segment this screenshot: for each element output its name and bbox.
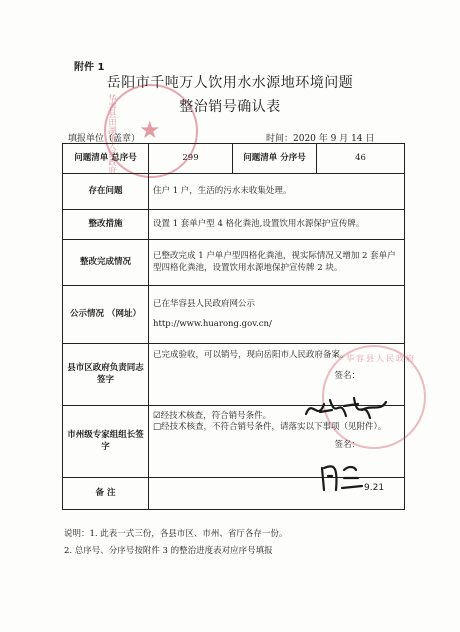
- sub-no-value: 46: [317, 144, 405, 174]
- county-sign-label-text: 签名：: [334, 371, 360, 382]
- publicity-url: http://www.huarong.gov.cn/: [153, 318, 272, 329]
- county-sign-label: 县市区政府负责同志签字: [63, 344, 149, 406]
- fill-unit-label: 填报单位（盖章）: [68, 134, 141, 144]
- table-row: [63, 210, 405, 240]
- status-value: 已整改完成 1 户单户型四格化粪池，视实际情况又增加 2 套单户型四格化粪池，设置饮用水源地保护宣传牌 2 块。: [149, 240, 405, 286]
- publicity-label: 公示情况 （网址）: [63, 286, 149, 344]
- city-option-noncompliant: □经技术核查，不符合销号条件，请落实以下事项（见附件）。: [153, 422, 387, 433]
- city-sign-date: 9.21: [364, 483, 384, 493]
- seal-right-text: 华容县人民政府: [346, 354, 416, 363]
- table-row: [63, 286, 405, 344]
- note-line-1: 说明：1. 此表一式三份，各县市区、市州、省厅各存一份。: [64, 529, 288, 539]
- publicity-value: [149, 286, 405, 344]
- status-label: 整改完成情况: [63, 240, 149, 286]
- total-no-label: 问题清单 总序号: [63, 144, 149, 174]
- measures-value: 设置 1 套单户型 4 格化粪池,设置饮用水源保护宣传牌。: [149, 210, 405, 240]
- attachment-label: 附件 1: [74, 62, 105, 73]
- seal-left-text: 华容县田湖镇人民政府: [108, 94, 117, 174]
- note-line-2: 2. 总序号、分序号按附件 3 的整治进度表对应序号填报: [64, 546, 273, 556]
- county-handwritten-signature: [302, 392, 388, 426]
- confirmation-form-table: [62, 143, 405, 510]
- sub-no-label: 问题清单 分序号: [233, 144, 317, 174]
- fill-time-label: 时间：2020 年 9 月 14 日: [266, 134, 375, 144]
- county-approval-text: 已完成验收，可以销号，现向岳阳市人民政府备案。: [153, 350, 349, 360]
- city-handwritten-signature: [318, 460, 384, 494]
- table-row: [63, 144, 405, 174]
- table-row: [63, 240, 405, 286]
- city-option-compliant: ☑经技术核查，符合销号条件。: [153, 411, 272, 421]
- document-title-line1: 岳阳市千吨万人饮用水水源地环境问题: [106, 75, 354, 91]
- seal-star-icon: ★: [139, 116, 161, 144]
- document-title-line2: 整治销号确认表: [179, 99, 281, 115]
- publicity-text: 已在华容县人民政府网公示: [153, 299, 256, 310]
- measures-label: 整改措施: [63, 210, 149, 240]
- city-sign-label: 市州级专家组组长签字: [63, 406, 149, 478]
- total-no-value: 299: [149, 144, 233, 174]
- table-row: [63, 174, 405, 210]
- problem-value: 住户 1 户，生活的污水未收集处理。: [149, 174, 405, 210]
- city-sign-label-text: 签名：: [334, 439, 360, 450]
- problem-label: 存在问题: [63, 174, 149, 210]
- remarks-label: 备 注: [63, 478, 149, 510]
